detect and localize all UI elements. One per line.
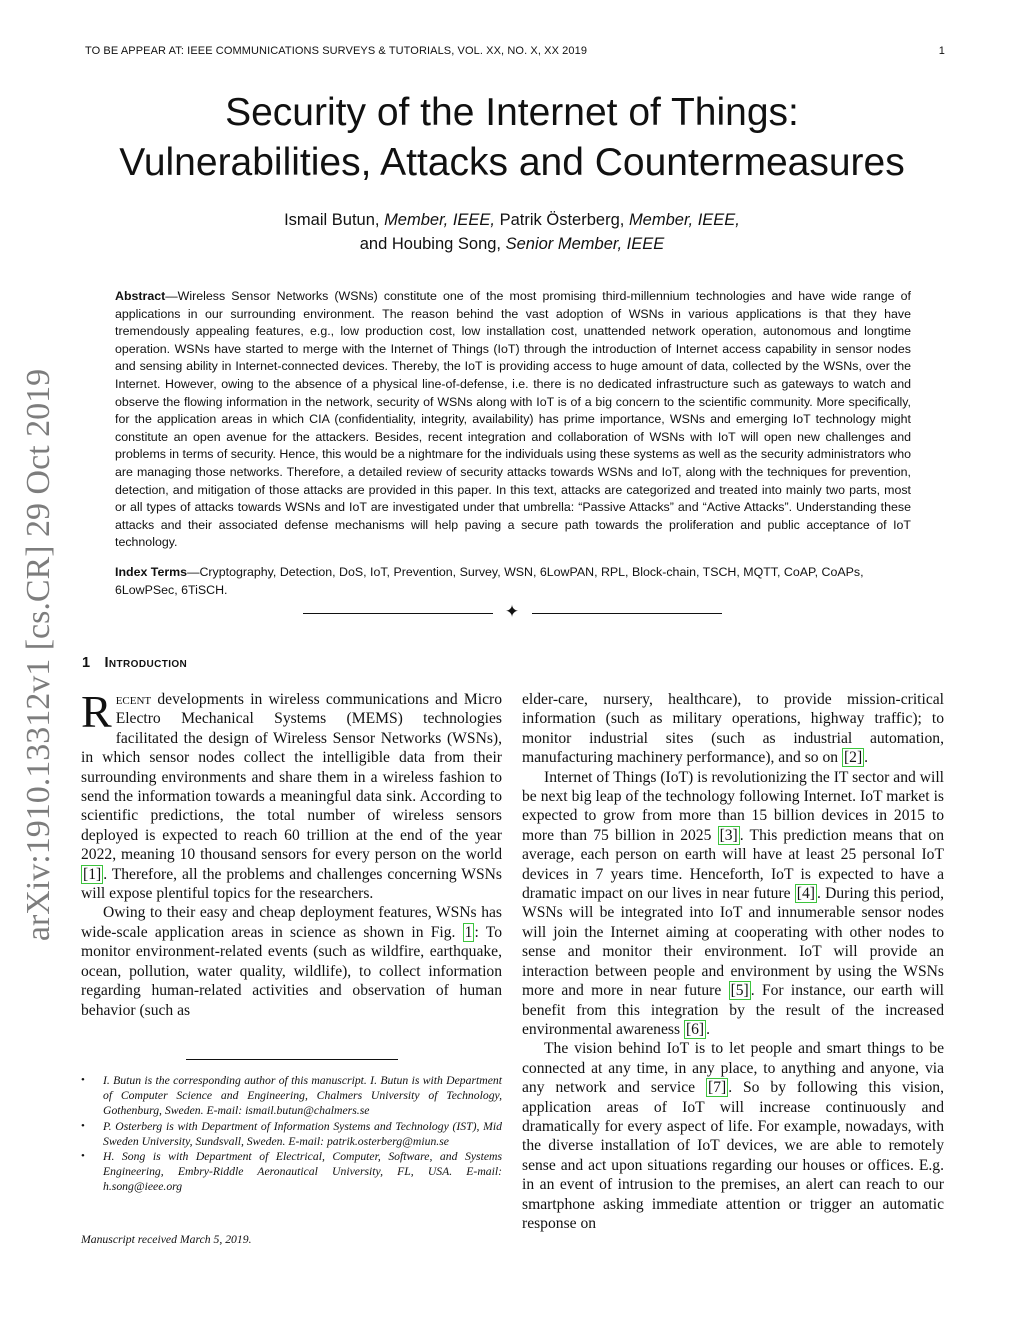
intro-text-2a: Owing to their easy and cheap deployment features, WSNs has wide-scale application areas in science as shown in Fig. <box>81 904 502 941</box>
body-column-right <box>522 690 944 1233</box>
drop-cap: R <box>81 686 112 737</box>
footnote-text: I. Butun is the corresponding author of this manuscript. I. Butun is with Department of Computer Science and Engineering, Chalmers University of Technology, Gothenburg, Sweden. E-mail: ismail.butun@chalmers.se <box>103 1074 502 1118</box>
separator-star-icon: ✦ <box>504 602 520 621</box>
author-2: Patrik Österberg, <box>499 211 625 229</box>
bullet-icon: • <box>81 1074 85 1086</box>
intro-text-4c: . During this period, WSNs will be integrated into IoT and innumerable sensor nodes will join the Internet aiming at cooperating with other nodes to sense and monitor their environment. IoT will provide an interaction between people and environment by using the WSNs more and more in near future <box>522 885 944 1000</box>
citation-link-4[interactable]: [4] <box>796 885 815 903</box>
citation-link-3[interactable]: [3] <box>719 826 738 844</box>
running-title: TO BE APPEAR AT: IEEE COMMUNICATIONS SURVEYS & TUTORIALS, VOL. XX, NO. X, XX 2019 <box>85 45 588 57</box>
citation-link-6[interactable]: [6] <box>685 1020 705 1038</box>
section-number: 1 <box>82 655 91 671</box>
index-terms-text: —Cryptography, Detection, DoS, IoT, Prevention, Survey, WSN, 6LowPAN, RPL, Block-chain, TSCH, MQTT, CoAP, CoAPs, 6LowPSec, 6TiSCH. <box>115 565 864 597</box>
author-1: Ismail Butun, <box>284 211 380 229</box>
bullet-icon: • <box>81 1150 85 1163</box>
title-line-1: Security of the Internet of Things: <box>225 91 799 134</box>
intro-text-5a: The vision behind IoT is to let people and smart things to be connected at any time, in any place, to anything and anyone, via any network and service <box>522 1040 944 1097</box>
intro-text-4d: . For instance, our earth will benefit from this integration by the result of the increased environmental awareness <box>522 982 944 1038</box>
intro-text-4e: . <box>706 1020 711 1038</box>
footnote-item <box>81 1073 502 1119</box>
footnote-text: H. Song is with Department of Electrical, Computer, Software, and Systems Engineering, Embry-Riddle Aeronautical University, FL, USA. E-mail: h.song@ieee.org <box>103 1150 502 1194</box>
index-terms <box>115 564 911 599</box>
footnote-rule <box>186 1059 398 1060</box>
manuscript-note: Manuscript received March 5, 2019. <box>81 1233 252 1246</box>
author-3-role: Senior Member, IEEE <box>505 235 665 253</box>
paper-title <box>60 88 964 188</box>
bullet-icon: • <box>81 1119 85 1132</box>
footnote-text: P. Osterberg is with Department of Information Systems and Technology (IST), Mid Sweden University, Sundsvall, Sweden. E-mail: patrik.osterberg@miun.se <box>103 1119 502 1148</box>
body-column-left <box>81 686 502 1020</box>
intro-text-3b: . <box>864 749 869 767</box>
intro-text-1a: developments in wireless communications and Micro Electro Mechanical Systems (MEMS) technologies facilitated the design of Wireless Sensor Networks (WSNs), in which sensor nodes collect the intelligible data from their surrounding environments and share them in a wireless fashion to send the information towards a meaningful data sink. According to scientific predictions, the total number of wireless sensors deployed is expected to reach 60 trillion at the end of the year 2022, meaning 10 thousand sensors for every person on the world <box>81 691 502 864</box>
intro-text-1b: . Therefore, all the problems and challenges concerning WSNs will expose plentiful topics for the researchers. <box>81 865 502 903</box>
section-heading <box>82 655 187 671</box>
intro-paragraph-4 <box>522 768 944 1040</box>
citation-link-2[interactable]: [2] <box>843 749 863 767</box>
citation-link-5[interactable]: [5] <box>730 982 749 1000</box>
index-terms-label: Index Terms <box>115 565 188 579</box>
footnote-list <box>81 1073 502 1195</box>
section-title: Introduction <box>104 655 188 671</box>
author-1-role: Member, IEEE, <box>384 211 496 229</box>
intro-text-2b: : To monitor environment-related events (such as wildfire, earthquake, ocean, pollution, water quality, wildlife), to collect information regarding human-related activities and observation of human behavior (such as <box>81 923 502 1019</box>
intro-text-3a: elder-care, nursery, healthcare), to provide mission-critical information (such as military operations, highway traffic); to monitor industrial sites (such as industrial automation, manufacturing machinery performance), and so on <box>522 691 944 767</box>
footnote-item <box>81 1149 502 1195</box>
figure-link-1[interactable]: 1 <box>464 923 473 941</box>
intro-text-4b: . This prediction means that on average, each person on earth will have at least 25 personal IoT devices in 7 years time. Henceforth, IoT is expected to have a dramatic impact on our lives in near future <box>522 826 944 903</box>
abstract-text: —Wireless Sensor Networks (WSNs) constitute one of the most promising third-millennium technologies and have wide range of applications in our surrounding environment. The reason behind the vast adoption of WSNs in various applications is that they have tremendously appealing features, e.g., low production cost, low installation cost, unattended network operation, autonomous and longtime operation. WSNs have started to merge with the Internet of Things (IoT) through the introduction of Internet access capability in sensor nodes and sensing ability in Internet-connected devices. Thereby, the IoT is providing access to huge amount of data, collected by the WSNs, over the Internet. However, owing to the absence of a physical line-of-defense, i.e. there is no dedicated infrastructure such as gateways to watch and observe the flowing information in the network, security of WSNs along with IoT is of a big concern to the scientific community. More specifically, for the application areas in which CIA (confidentiality, integrity, availability) has prime importance, WSNs and emerging IoT technology might constitute an open avenue for the attackers. Besides, recent integration and collaboration of WSNs with IoT will open new challenges and problems in terms of security. Hence, this would be a nightmare for the individuals using these systems as well as the security administrators who are managing those networks. Therefore, a detailed review of security attacks towards WSNs and IoT, along with the techniques for prevention, detection, and mitigation of those attacks are provided in this paper. In this text, attacks are categorized and treated into mainly two parts, most or all types of attacks towards WSNs and IoT are investigated under that umbrella: “Passive Attacks” and “Active Attacks”. Understanding these attacks and their associated defense mechanisms will help paving a secure path towards the proliferation and public acceptance of IoT technology. <box>115 289 911 550</box>
author-3: and Houbing Song, <box>359 235 502 253</box>
abstract <box>115 288 911 552</box>
footnote-item <box>81 1119 502 1149</box>
intro-paragraph-1 <box>81 686 502 903</box>
separator-line-right <box>532 613 722 614</box>
intro-lead-word: ecent <box>115 691 152 708</box>
intro-text-4a: Internet of Things (IoT) is revolutionizing the IT sector and will be next big leap of the technology following Internet. IoT market is expected to grow from more than 15 billion devices in 2015 to more than 75 billion in 2025 <box>522 768 944 844</box>
page-number: 1 <box>938 45 945 57</box>
title-line-2: Vulnerabilities, Attacks and Countermeasures <box>119 141 905 184</box>
citation-link-1[interactable]: [1] <box>83 865 102 883</box>
intro-paragraph-3 <box>522 690 944 768</box>
separator-line-left <box>303 613 493 614</box>
intro-paragraph-2 <box>81 903 502 1019</box>
abstract-label: Abstract <box>115 289 166 303</box>
intro-text-5b: . So by following this vision, application areas of IoT will increase continuously and dramatically for every aspect of life. For example, nowadays, with the diverse installation of IoT devices, we are able to remotely sense and act upon situations regarding our houses or offices. E.g. in an event of intrusion to the premises, an alert can reach to our smartphone asking immediate attention or trigger an automatic response on <box>522 1079 944 1232</box>
running-header <box>85 45 945 57</box>
intro-paragraph-5 <box>522 1039 944 1233</box>
citation-link-7[interactable]: [7] <box>708 1079 727 1097</box>
author-2-role: Member, IEEE, <box>628 211 740 229</box>
arxiv-stamp[interactable]: arXiv:1910.13312v1 [cs.CR] 29 Oct 2019 <box>20 368 57 942</box>
author-list <box>100 208 924 256</box>
